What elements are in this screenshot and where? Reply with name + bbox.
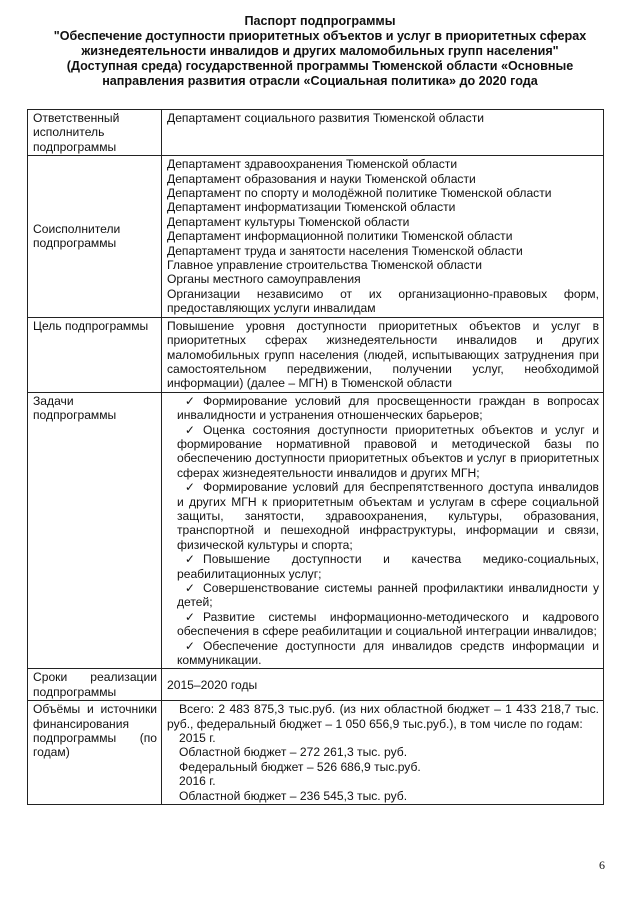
row-value: Повышение уровня доступности приоритетных объектов и услуг в приоритетных сферах жизнедеятельности инвалидов и других маломобильных групп населения (людей, испытывающих затруднения при самостоятельном передвижении, получении услуг, необходимой информации) (далее – МГН) в Тюменской области xyxy=(162,317,604,392)
task-text: Оценка состояния доступности приоритетных объектов и услуг и формирование нормативной правовой и методической базы по обеспечению доступности приоритетных объектов и услуг в приоритетных сферах жизнедеятельности инвалидов и других МГН; xyxy=(177,422,599,480)
funding-line: Областной бюджет – 236 545,3 тыс. руб. xyxy=(179,788,408,803)
row-value: 2015–2020 годы xyxy=(162,669,604,701)
list-item: Организации независимо от их организационно-правовых форм, предоставляющих услуги инвалидам xyxy=(167,286,599,316)
funding-line: 2016 г. xyxy=(179,774,216,789)
list-item: Департамент информационной политики Тюменской области xyxy=(167,229,513,244)
task-item xyxy=(167,423,599,481)
funding-line: Федеральный бюджет – 526 686,9 тыс.руб. xyxy=(179,759,421,774)
list-item: Департамент труда и занятости населения Тюменской области xyxy=(167,243,523,258)
table-row-tasks xyxy=(28,392,604,669)
checkmark-icon: ✓ xyxy=(184,581,196,595)
passport-table xyxy=(27,109,604,805)
row-label: Соисполнители подпрограммы xyxy=(28,156,162,317)
title-line: (Доступная среда) государственной программы Тюменской области «Основные xyxy=(66,59,574,73)
checkmark-icon: ✓ xyxy=(184,422,196,437)
table-row-terms xyxy=(28,669,604,701)
row-label: Задачи подпрограммы xyxy=(28,392,162,669)
checkmark-icon: ✓ xyxy=(184,638,196,653)
row-label: Сроки реализации подпрограммы xyxy=(28,669,162,701)
list-item: Департамент информатизации Тюменской области xyxy=(167,200,456,215)
funding-line: 2015 г. xyxy=(179,731,216,746)
row-value xyxy=(162,156,604,317)
task-item xyxy=(167,480,599,552)
task-text: Совершенствование системы ранней профилактики инвалидности у детей; xyxy=(177,581,599,610)
list-item: Департамент по спорту и молодёжной политике Тюменской области xyxy=(167,186,552,201)
list-item: Департамент культуры Тюменской области xyxy=(167,214,410,229)
task-item xyxy=(167,610,599,639)
row-label: Цель подпрограммы xyxy=(28,317,162,392)
title-line: Паспорт подпрограммы xyxy=(244,14,396,28)
task-text: Развитие системы информационно-методического и кадрового обеспечения в сфере реабилитации и социальной интеграции инвалидов; xyxy=(177,609,599,639)
funding-intro: Всего: 2 483 875,3 тыс.руб. (из них областной бюджет – 1 433 218,7 тыс. руб., федеральный бюджет – 1 050 656,9 тыс.руб.), в том числе по годам: xyxy=(167,702,599,731)
document-title xyxy=(40,14,600,89)
table-row-coexecutors xyxy=(28,156,604,317)
checkmark-icon: ✓ xyxy=(184,393,196,408)
row-label: Ответственный исполнитель подпрограммы xyxy=(28,110,162,156)
list-item: Департамент образования и науки Тюменской области xyxy=(167,171,476,186)
table-row-funding xyxy=(28,701,604,805)
row-label: Объёмы и источники финансирования подпрограммы (по годам) xyxy=(28,701,162,805)
task-text: Обеспечение доступности для инвалидов средств информации и коммуникации. xyxy=(177,638,599,668)
list-item: Главное управление строительства Тюменской области xyxy=(167,258,482,273)
checkmark-icon: ✓ xyxy=(184,609,196,624)
page-number: 6 xyxy=(599,858,605,872)
list-item: Департамент здравоохранения Тюменской области xyxy=(167,157,458,172)
checkmark-icon: ✓ xyxy=(184,552,196,567)
task-item xyxy=(167,639,599,668)
title-line: "Обеспечение доступности приоритетных объектов и услуг в приоритетных сферах xyxy=(53,29,587,43)
task-item xyxy=(167,552,599,581)
task-text: Повышение доступности и качества медико-социальных, реабилитационных услуг; xyxy=(177,552,599,581)
list-item: Органы местного самоуправления xyxy=(167,272,361,287)
table-row-responsible xyxy=(28,110,604,156)
task-text: Формирование условий для беспрепятственного доступа инвалидов и других МГН к приоритетным объектам и услугам в сфере социальной защиты, занятости, здравоохранения, культуры, образования, транспортной и пешеходной инфраструктуры, информации и связи, физической культуры и спорта; xyxy=(177,480,599,552)
title-line: жизнедеятельности инвалидов и других маломобильных групп населения" xyxy=(81,44,559,58)
task-item xyxy=(167,581,599,610)
checkmark-icon: ✓ xyxy=(184,480,196,495)
funding-line: Областной бюджет – 272 261,3 тыс. руб. xyxy=(179,745,408,760)
title-line: направления развития отрасли «Социальная политика» до 2020 года xyxy=(102,74,538,88)
row-value: Департамент социального развития Тюменской области xyxy=(162,110,604,156)
task-text: Формирование условий для просвещенности граждан в вопросах инвалидности и устранения отношенческих барьеров; xyxy=(177,393,599,423)
row-value xyxy=(162,701,604,805)
table-row-goal xyxy=(28,317,604,392)
task-item xyxy=(167,394,599,423)
row-value xyxy=(162,392,604,669)
